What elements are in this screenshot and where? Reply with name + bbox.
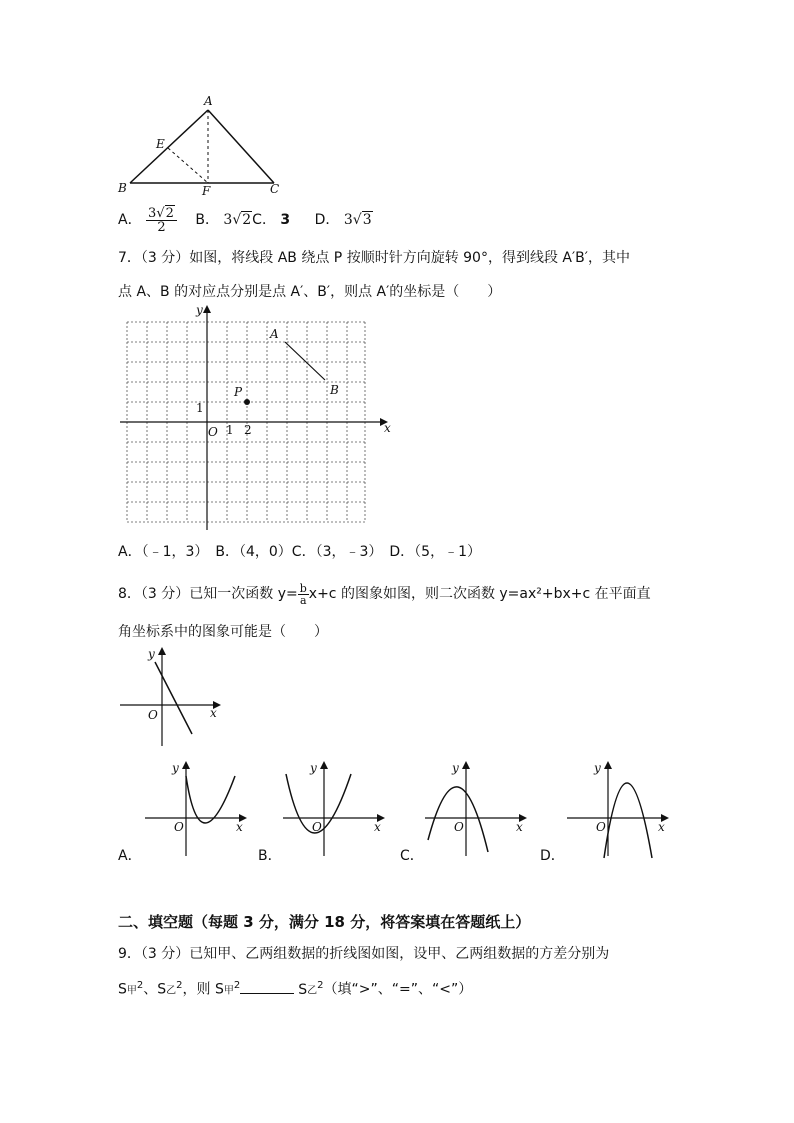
q6-option-c-label: C． <box>252 212 276 228</box>
q8-stem-line1 <box>118 576 651 612</box>
q6-option-a-label: A． <box>118 212 142 228</box>
x-axis-label: x <box>210 706 217 720</box>
frac-num: b <box>299 581 307 595</box>
mid-text: ，则 S <box>182 981 224 998</box>
label-f: F <box>202 184 211 198</box>
parabola <box>186 776 235 823</box>
y-axis-label: y <box>452 761 459 775</box>
q8-option-c-label: C． <box>400 848 424 864</box>
x-axis-label: x <box>658 820 665 834</box>
radicand: 2 <box>165 205 174 221</box>
label-b: B <box>118 181 127 195</box>
sub-jia: 甲 <box>126 985 137 997</box>
y-axis-arrow <box>203 305 211 313</box>
origin-label: O <box>454 820 464 834</box>
s-yi: S <box>298 981 308 998</box>
label-b: B <box>330 383 339 397</box>
sup-2: 2 <box>136 980 144 991</box>
q6-option-b-label: B． <box>195 212 219 228</box>
triangle-figure <box>110 90 300 200</box>
sub-yi: 乙 <box>166 985 177 997</box>
answer-blank[interactable] <box>240 981 294 994</box>
label-a: A <box>204 94 213 108</box>
tail-text: （填“>”、“=”、“<”） <box>323 981 473 998</box>
sub-yi: 乙 <box>307 985 318 997</box>
y-axis-label: y <box>172 761 179 775</box>
q7-stem-line1: 7．（3 分）如图，将线段 AB 绕点 P 按顺时针方向旋转 90°，得到线段 A′B′，其中 <box>118 250 630 266</box>
s-yi: 、S <box>143 981 167 998</box>
sub-jia: 甲 <box>223 985 234 997</box>
q6-option-d-value: 3√3 <box>343 212 372 228</box>
q8-option-c-graph <box>420 756 535 861</box>
y-axis-label: y <box>148 647 155 661</box>
label-a: A <box>270 327 279 341</box>
q8-fraction <box>298 583 309 606</box>
y-axis-label: y <box>594 761 601 775</box>
tick-label-2: 2 <box>244 423 252 437</box>
frac-den: a <box>299 593 307 607</box>
q8-option-b-graph <box>278 756 393 861</box>
parabola <box>604 783 652 858</box>
x-axis-label: x <box>374 820 381 834</box>
q7-stem-line2: 点 A、B 的对应点分别是点 A′、B′，则点 A′的坐标是（ ） <box>118 284 502 300</box>
y-axis-label: y <box>310 761 317 775</box>
sup-2: 2 <box>176 980 183 991</box>
q7-options: A．（﹣1，3） B．（4，0）C．（3，﹣3） D．（5，﹣1） <box>118 544 481 560</box>
label-p: P <box>234 385 243 399</box>
label-e: E <box>156 137 165 151</box>
q8-linear-graph <box>112 642 232 752</box>
origin-label: O <box>596 820 606 834</box>
q7-coordinate-grid <box>110 300 400 535</box>
q8-stem-post: x+c 的图象如图，则二次函数 y=ax²+bx+c 在平面直 <box>308 586 651 602</box>
y-axis-label: y <box>196 303 203 317</box>
q6-option-b-value: 3√2 <box>223 212 252 228</box>
tick-label-y1: 1 <box>196 401 204 415</box>
segment-ef <box>168 148 208 183</box>
side-ab <box>130 110 208 183</box>
q9-stem-line2 <box>118 976 472 1002</box>
sup-2: 2 <box>317 980 324 991</box>
origin-label: O <box>174 820 184 834</box>
q8-option-a-graph <box>140 756 255 861</box>
q6-option-d-label: D． <box>314 212 340 228</box>
x-axis-label: x <box>516 820 523 834</box>
tick-label-1: 1 <box>226 423 234 437</box>
point-p <box>244 399 250 405</box>
q6-options <box>118 202 373 238</box>
y-axis-arrow <box>158 647 166 655</box>
origin-label: O <box>208 425 218 439</box>
q6-option-a-value: $\frac{3√2}{2}$ <box>146 207 177 234</box>
line-graph <box>155 662 192 734</box>
frac-num: 3 <box>148 205 157 221</box>
origin-label: O <box>312 820 322 834</box>
segment-ab <box>285 342 325 380</box>
section-title: 二、填空题（每题 3 分，满分 18 分，将答案填在答题纸上） <box>118 913 531 931</box>
s-jia: S <box>118 981 127 998</box>
x-axis-label: x <box>384 421 391 435</box>
q8-option-b-label: B． <box>258 848 282 864</box>
origin-label: O <box>148 708 158 722</box>
side-ac <box>208 110 274 183</box>
q6-option-c-value: 3 <box>280 212 291 228</box>
q8-option-d-label: D． <box>540 848 565 864</box>
x-axis-label: x <box>236 820 243 834</box>
q8-stem-pre: 8．（3 分）已知一次函数 y= <box>118 586 298 602</box>
q9-stem-line1: 9．（3 分）已知甲、乙两组数据的折线图如图，设甲、乙两组数据的方差分别为 <box>118 946 610 962</box>
q8-stem-line2: 角坐标系中的图象可能是（ ） <box>118 624 328 640</box>
label-c: C <box>270 182 280 196</box>
q8-option-d-graph <box>562 756 677 861</box>
q8-option-a-label: A． <box>118 848 142 864</box>
sup-2: 2 <box>233 980 241 991</box>
frac-den: 2 <box>157 219 166 235</box>
